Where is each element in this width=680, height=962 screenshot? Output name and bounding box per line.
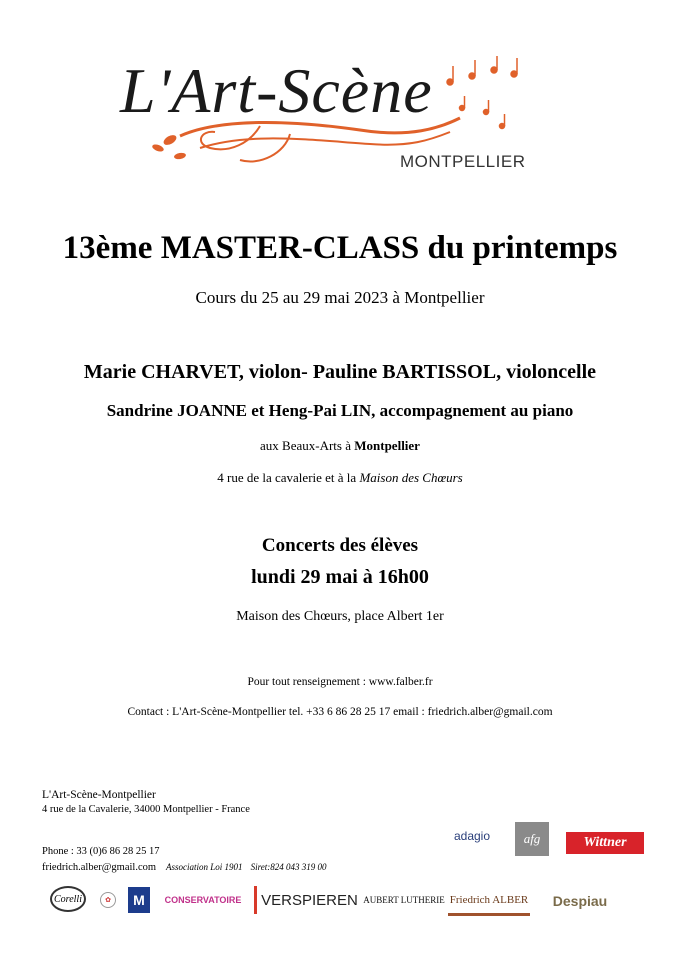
sponsor-afg-logo: afg [515, 822, 549, 856]
concert-place: Maison des Chœurs, place Albert 1er [236, 609, 444, 624]
footer-phone: Phone : 33 (0)6 86 28 25 17 [42, 846, 160, 857]
sponsor-montpellier-logo: M [128, 887, 150, 913]
course-dates: Cours du 25 au 29 mai 2023 à Montpellier [195, 288, 485, 307]
artists-line-2: Sandrine JOANNE et Heng-Pai LIN, accompagnement au piano [106, 401, 574, 420]
venue-address: 4 rue de la cavalerie et à la [217, 470, 360, 485]
sponsor-adagio-logo: adagio [453, 829, 491, 843]
venue-prefix: aux Beaux-Arts à [260, 438, 355, 453]
art-scene-logo [110, 48, 530, 188]
footer-org: L'Art-Scène-Montpellier [42, 789, 156, 801]
sponsor-wittner-logo: Wittner [566, 832, 644, 854]
sponsor-small-emblem-icon: ✿ [100, 892, 116, 908]
logo-city: MONTPELLIER [400, 152, 526, 171]
venue-line-1 [0, 438, 680, 454]
venue-city: Montpellier [354, 438, 420, 453]
artists-line-1: Marie CHARVET, violon- Pauline BARTISSOL, violoncelle [83, 361, 597, 383]
contact-line: Contact : L'Art-Scène-Montpellier tel. +33 6 86 28 25 17 email : friedrich.alber@gmail.com [127, 706, 553, 718]
venue-line-2 [0, 470, 680, 486]
venue-place: Maison des Chœurs [359, 470, 463, 485]
event-title: 13ème MASTER-CLASS du printemps [62, 230, 618, 266]
footer-association: Association Loi 1901 [166, 862, 243, 872]
sponsor-verspieren-logo: VERSPIEREN [254, 886, 358, 914]
footer-address: 4 rue de la Cavalerie, 34000 Montpellier - France [42, 804, 250, 815]
sponsor-despiau-logo: Despiau [552, 893, 608, 909]
sponsor-friedrich-alber-logo: Friedrich ALBER [448, 886, 530, 916]
sponsor-conservatoire-logo: CONSERVATOIRE [164, 895, 242, 905]
concerts-heading: Concerts des élèves [261, 535, 419, 556]
concert-date: lundi 29 mai à 16h00 [251, 566, 429, 588]
sponsor-corelli-logo: Corelli [50, 886, 86, 912]
sponsor-aubert-lutherie-logo: AUBERT LUTHERIE [363, 895, 445, 905]
footer-email-line [42, 862, 326, 873]
footer-email: friedrich.alber@gmail.com [42, 862, 157, 873]
info-line: Pour tout renseignement : www.falber.fr [247, 676, 433, 688]
logo-name: L'Art-Scène [120, 55, 433, 126]
footer-siret: Siret:824 043 319 00 [250, 862, 327, 872]
